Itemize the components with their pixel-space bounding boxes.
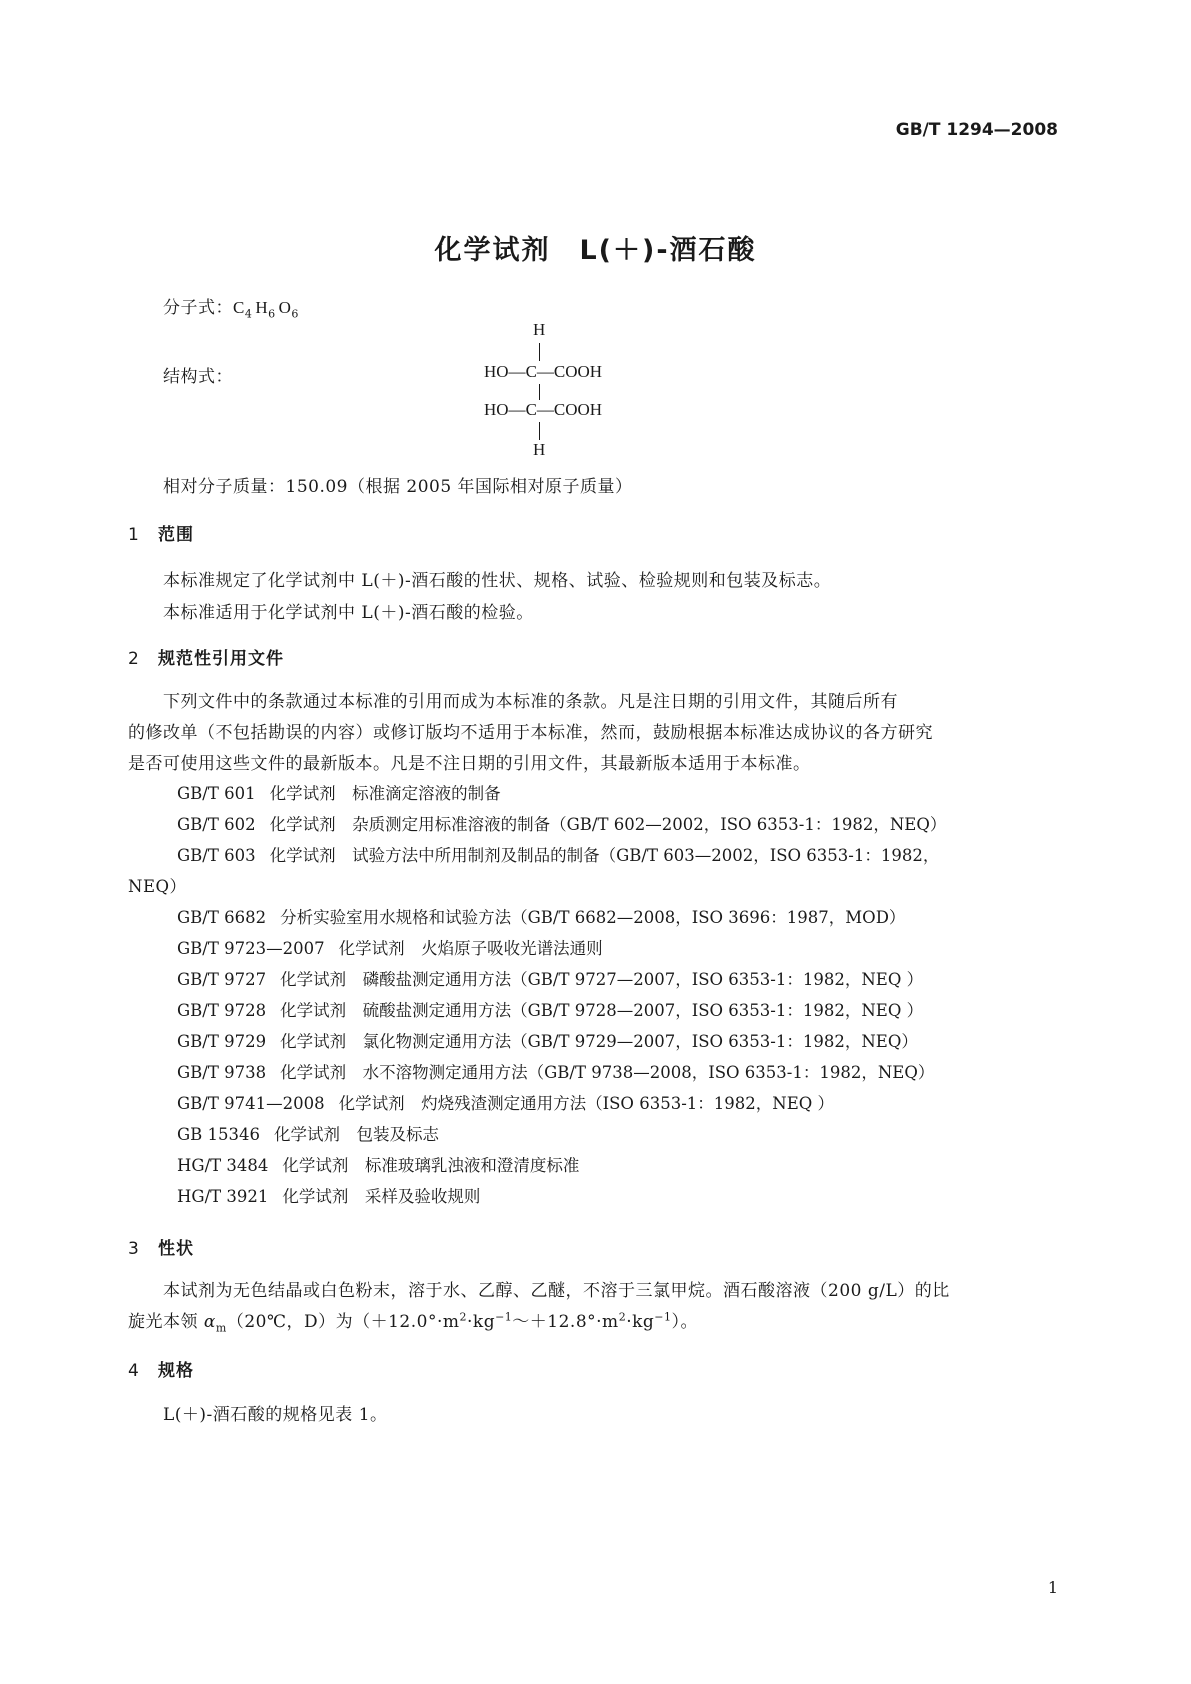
properties-line-2: 旋光本领 $\alpha_m(20℃$，D）为$(+12.0^\circ\cdot m^2\cdot kg^{-1}\sim+12.8^\circ\cdot m^2\cdot kg^{-1})$。 (128, 1310, 698, 1335)
normative-intro-line-1: 下列文件中的条款通过本标准的引用而成为本标准的条款。凡是注日期的引用文件，其随后所有 (163, 692, 898, 712)
section-2-heading: 2 规范性引用文件 (128, 649, 284, 669)
reference-item: GB/T 6682 分析实验室用水规格和试验方法（GB/T 6682—2008，ISO 3696：1987，MOD） (177, 908, 906, 927)
section-4-heading: 4 规格 (128, 1361, 194, 1381)
scope-paragraph-1: 本标准规定了化学试剂中 L(＋)-酒石酸的性状、规格、试验、检验规则和包装及标志。 (163, 571, 832, 591)
spec-paragraph: L(＋)-酒石酸的规格见表 1。 (163, 1405, 388, 1425)
formula-o: O (278, 298, 292, 317)
section-3-heading: 3 性状 (128, 1239, 194, 1259)
structure-bond-middle (539, 384, 540, 400)
formula-h: H (255, 298, 269, 317)
reference-item: GB/T 9738 化学试剂 水不溶物测定通用方法（GB/T 9738—2008，ISO 6353-1：1982，NEQ） (177, 1063, 935, 1082)
structure-row-1: HO—C—COOH (484, 362, 603, 381)
reference-item: GB/T 601 化学试剂 标准滴定溶液的制备 (177, 784, 501, 803)
normative-intro-line-3: 是否可使用这些文件的最新版本。凡是不注日期的引用文件，其最新版本适用于本标准。 (128, 754, 811, 774)
normative-intro-line-2: 的修改单（不包括勘误的内容）或修订版均不适用于本标准，然而，鼓励根据本标准达成协议的各方研究 (128, 723, 933, 743)
reference-item-continuation: NEQ） (128, 877, 187, 896)
molecular-formula-label: 分子式： (163, 298, 233, 318)
reference-item: GB/T 9728 化学试剂 硫酸盐测定通用方法（GB/T 9728—2007，ISO 6353-1：1982，NEQ ） (177, 1001, 924, 1020)
formula-h-count: 6 (268, 307, 276, 321)
reference-item: GB/T 9729 化学试剂 氯化物测定通用方法（GB/T 9729—2007，ISO 6353-1：1982，NEQ） (177, 1032, 918, 1051)
scope-paragraph-2: 本标准适用于化学试剂中 L(＋)-酒石酸的检验。 (163, 603, 534, 623)
structure-row-2: HO—C—COOH (484, 400, 603, 419)
formula-o-count: 6 (291, 307, 299, 321)
molar-mass: 相对分子质量：150.09（根据 2005 年国际相对原子质量） (163, 477, 633, 497)
reference-item: HG/T 3484 化学试剂 标准玻璃乳浊液和澄清度标准 (177, 1156, 580, 1175)
reference-item: GB/T 602 化学试剂 杂质测定用标准溶液的制备（GB/T 602—2002，ISO 6353-1：1982，NEQ） (177, 815, 947, 834)
alpha-symbol: α (203, 1312, 216, 1332)
formula-c-count: 4 (244, 307, 253, 321)
document-title: 化学试剂 L(＋)-酒石酸 (434, 235, 757, 266)
formula-c: C (233, 298, 245, 317)
reference-item: GB/T 9727 化学试剂 磷酸盐测定通用方法（GB/T 9727—2007，ISO 6353-1：1982，NEQ ） (177, 970, 924, 989)
page-number: 1 (1047, 1578, 1058, 1597)
reference-item: GB 15346 化学试剂 包装及标志 (177, 1125, 440, 1144)
molecular-formula (163, 293, 299, 320)
section-1-heading: 1 范围 (128, 525, 194, 545)
reference-item: GB/T 9741—2008 化学试剂 灼烧残渣测定通用方法（ISO 6353-1：1982，NEQ ） (177, 1094, 835, 1113)
structure-bond-bottom (539, 422, 540, 440)
structure-bond-top (539, 343, 540, 361)
structure-label: 结构式： (163, 367, 233, 387)
reference-item: GB/T 9723—2007 化学试剂 火焰原子吸收光谱法通则 (177, 939, 603, 958)
properties-line-1: 本试剂为无色结晶或白色粉末，溶于水、乙醇、乙醚，不溶于三氯甲烷。酒石酸溶液（200 g/L）的比 (163, 1281, 950, 1301)
structure-bottom-h: H (533, 440, 546, 459)
structure-top-h: H (533, 320, 546, 339)
reference-item: HG/T 3921 化学试剂 采样及验收规则 (177, 1187, 481, 1206)
standard-number: GB/T 1294—2008 (895, 120, 1058, 140)
reference-item: GB/T 603 化学试剂 试验方法中所用制剂及制品的制备（GB/T 603—2002，ISO 6353-1：1982， (177, 846, 940, 865)
